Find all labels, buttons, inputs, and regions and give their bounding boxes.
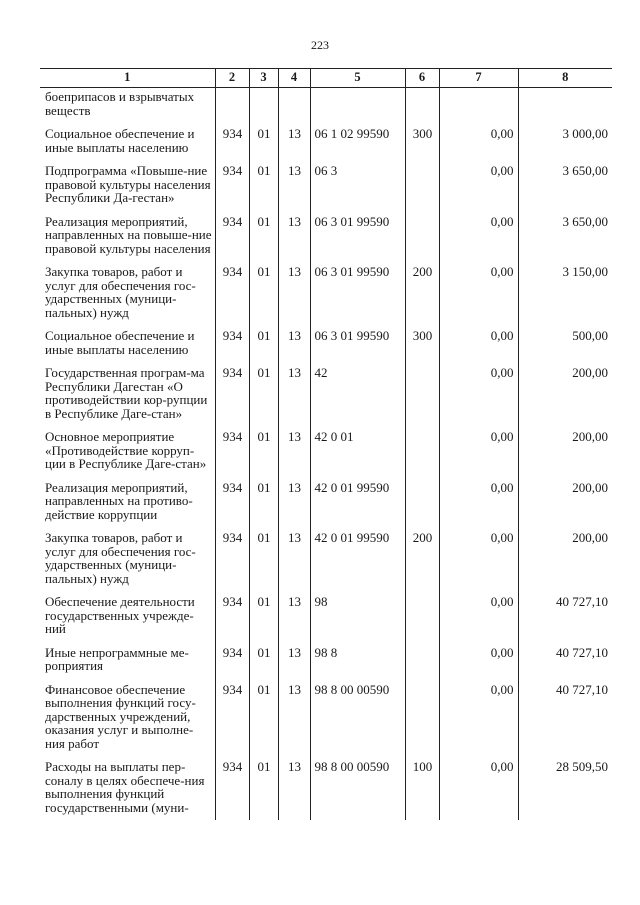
target-code: 06 3	[310, 160, 405, 211]
section-code: 01	[249, 123, 278, 160]
row-name: Реализация мероприятий, направленных на противо-действие коррупции	[45, 479, 193, 522]
section-code: 01	[249, 642, 278, 679]
row-name: Обеспечение деятельности государственных учрежде-ний	[45, 594, 195, 636]
subsection-code: 13	[278, 591, 310, 642]
amount-col7	[439, 88, 518, 124]
subsection-code: 13	[278, 426, 310, 477]
section-code	[249, 88, 278, 124]
amount-col8: 500,00	[518, 325, 612, 362]
column-header: 1	[40, 69, 215, 88]
column-header: 4	[278, 69, 310, 88]
section-code: 01	[249, 679, 278, 757]
row-name: Финансовое обеспечение выполнения функций госу-дарственных учреждений, оказания услуг и выполне-ния работ	[45, 681, 196, 751]
target-code: 98 8 00 00590	[310, 679, 405, 757]
table-row	[40, 642, 612, 679]
section-code: 01	[249, 477, 278, 528]
admin-code: 934	[215, 527, 249, 591]
table-row	[40, 325, 612, 362]
section-code: 01	[249, 261, 278, 325]
amount-col8: 40 727,10	[518, 642, 612, 679]
budget-table	[40, 68, 612, 820]
amount-col8	[518, 88, 612, 124]
table-row	[40, 591, 612, 642]
expense-code: 200	[405, 261, 439, 325]
subsection-code: 13	[278, 679, 310, 757]
amount-col7: 0,00	[439, 261, 518, 325]
amount-col8: 3 650,00	[518, 160, 612, 211]
admin-code: 934	[215, 362, 249, 426]
section-code: 01	[249, 325, 278, 362]
expense-code	[405, 642, 439, 679]
amount-col8: 28 509,50	[518, 756, 612, 820]
target-code: 42	[310, 362, 405, 426]
table-row	[40, 426, 612, 477]
expense-code	[405, 211, 439, 262]
column-header: 6	[405, 69, 439, 88]
subsection-code: 13	[278, 123, 310, 160]
admin-code: 934	[215, 261, 249, 325]
column-header: 3	[249, 69, 278, 88]
admin-code: 934	[215, 211, 249, 262]
expense-code	[405, 679, 439, 757]
row-name: Иные непрограммные ме-роприятия	[45, 644, 189, 673]
row-name: Государственная програм-ма Республики Дагестан «О противодействии кор-рупции в Республике Даге-стан»	[45, 365, 208, 421]
amount-col8: 3 000,00	[518, 123, 612, 160]
amount-col7: 0,00	[439, 123, 518, 160]
table-row	[40, 211, 612, 262]
amount-col7: 0,00	[439, 527, 518, 591]
amount-col7: 0,00	[439, 211, 518, 262]
admin-code: 934	[215, 160, 249, 211]
section-code: 01	[249, 211, 278, 262]
amount-col7: 0,00	[439, 591, 518, 642]
expense-code: 200	[405, 527, 439, 591]
subsection-code: 13	[278, 160, 310, 211]
row-name: боеприпасов и взрывчатых веществ	[45, 89, 195, 118]
table-row	[40, 679, 612, 757]
expense-code: 100	[405, 756, 439, 820]
expense-code	[405, 362, 439, 426]
table-row	[40, 123, 612, 160]
table-row	[40, 160, 612, 211]
admin-code	[215, 88, 249, 124]
amount-col7: 0,00	[439, 756, 518, 820]
expense-code	[405, 591, 439, 642]
target-code: 98 8 00 00590	[310, 756, 405, 820]
target-code: 06 1 02 99590	[310, 123, 405, 160]
admin-code: 934	[215, 642, 249, 679]
subsection-code: 13	[278, 642, 310, 679]
amount-col8: 40 727,10	[518, 679, 612, 757]
row-name: Закупка товаров, работ и услуг для обеспечения гос-ударственных (муници-пальных) нужд	[45, 264, 196, 320]
amount-col8: 3 150,00	[518, 261, 612, 325]
subsection-code: 13	[278, 211, 310, 262]
amount-col7: 0,00	[439, 160, 518, 211]
row-name: Реализация мероприятий, направленных на повыше-ние правовой культуры населения	[45, 213, 212, 256]
row-name: Расходы на выплаты пер-соналу в целях обеспече-ния выполнения функций государственными (муни-	[45, 759, 205, 815]
subsection-code: 13	[278, 261, 310, 325]
amount-col8: 3 650,00	[518, 211, 612, 262]
admin-code: 934	[215, 756, 249, 820]
target-code: 06 3 01 99590	[310, 211, 405, 262]
target-code	[310, 88, 405, 124]
row-name: Социальное обеспечение и иные выплаты населению	[45, 328, 195, 357]
admin-code: 934	[215, 426, 249, 477]
admin-code: 934	[215, 325, 249, 362]
table-row	[40, 527, 612, 591]
column-header: 5	[310, 69, 405, 88]
amount-col7: 0,00	[439, 325, 518, 362]
section-code: 01	[249, 426, 278, 477]
target-code: 06 3 01 99590	[310, 325, 405, 362]
table-row	[40, 261, 612, 325]
amount-col8: 200,00	[518, 527, 612, 591]
target-code: 42 0 01 99590	[310, 527, 405, 591]
admin-code: 934	[215, 477, 249, 528]
expense-code	[405, 426, 439, 477]
admin-code: 934	[215, 591, 249, 642]
amount-col7: 0,00	[439, 679, 518, 757]
row-name: Закупка товаров, работ и услуг для обеспечения гос-ударственных (муници-пальных) нужд	[45, 530, 196, 586]
table-row	[40, 477, 612, 528]
row-name: Социальное обеспечение и иные выплаты населению	[45, 126, 195, 155]
target-code: 06 3 01 99590	[310, 261, 405, 325]
amount-col8: 200,00	[518, 477, 612, 528]
subsection-code: 13	[278, 477, 310, 528]
amount-col7: 0,00	[439, 642, 518, 679]
column-header: 8	[518, 69, 612, 88]
table-row	[40, 362, 612, 426]
subsection-code: 13	[278, 362, 310, 426]
page-number: 223	[311, 38, 329, 52]
subsection-code	[278, 88, 310, 124]
section-code: 01	[249, 160, 278, 211]
amount-col7: 0,00	[439, 362, 518, 426]
admin-code: 934	[215, 679, 249, 757]
target-code: 98	[310, 591, 405, 642]
column-header: 7	[439, 69, 518, 88]
section-code: 01	[249, 756, 278, 820]
expense-code: 300	[405, 325, 439, 362]
row-name: Основное мероприятие «Противодействие корруп-ции в Республике Даге-стан»	[45, 429, 207, 471]
expense-code	[405, 160, 439, 211]
amount-col8: 40 727,10	[518, 591, 612, 642]
amount-col7: 0,00	[439, 477, 518, 528]
subsection-code: 13	[278, 527, 310, 591]
table-row	[40, 756, 612, 820]
amount-col8: 200,00	[518, 426, 612, 477]
column-header: 2	[215, 69, 249, 88]
expense-code	[405, 477, 439, 528]
table-row	[40, 88, 612, 124]
section-code: 01	[249, 362, 278, 426]
amount-col8: 200,00	[518, 362, 612, 426]
section-code: 01	[249, 591, 278, 642]
target-code: 42 0 01 99590	[310, 477, 405, 528]
amount-col7: 0,00	[439, 426, 518, 477]
expense-code	[405, 88, 439, 124]
subsection-code: 13	[278, 756, 310, 820]
section-code: 01	[249, 527, 278, 591]
header-row	[40, 69, 612, 88]
row-name: Подпрограмма «Повыше-ние правовой культуры населения Республики Да-гестан»	[45, 163, 211, 205]
admin-code: 934	[215, 123, 249, 160]
target-code: 98 8	[310, 642, 405, 679]
expense-code: 300	[405, 123, 439, 160]
target-code: 42 0 01	[310, 426, 405, 477]
subsection-code: 13	[278, 325, 310, 362]
